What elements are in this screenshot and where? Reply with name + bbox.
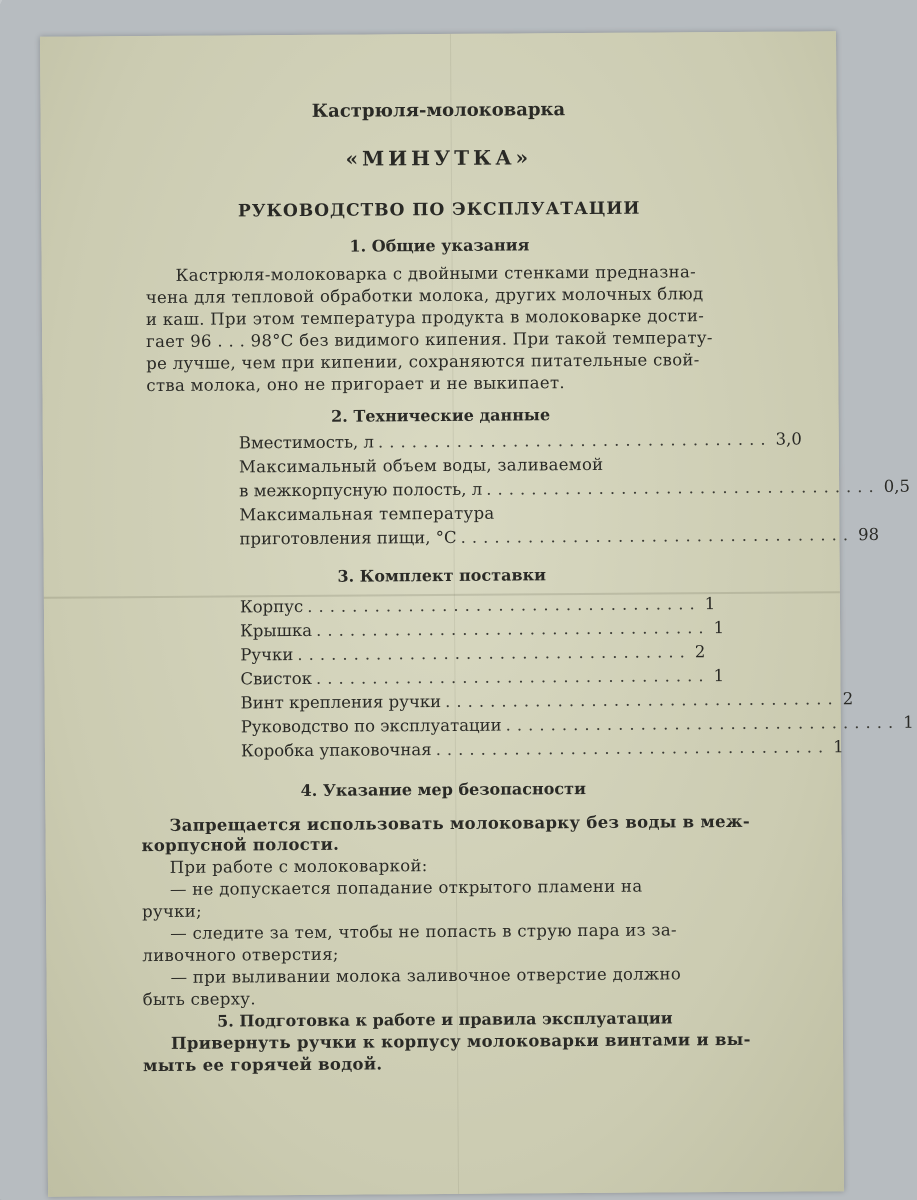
kit-row-value: 1 [903,712,914,732]
kit-row-value: 2 [694,642,706,662]
leader-dots: ................................... [316,618,710,640]
section4-line: — при выливании молока заливочное отверстие должно [170,964,682,987]
manual-title: РУКОВОДСТВО ПО ЭКСПЛУАТАЦИИ [237,198,641,222]
leader-dots: ................................... [505,712,900,735]
kit-row-value: 1 [713,666,725,686]
section4-line: — следите за тем, чтобы не попасть в струю пара из за- [170,920,677,943]
kit-row-name: Корпус [239,596,304,617]
kit-row-value: 1 [704,594,716,614]
section4-line: ручки; [142,901,202,922]
kit-row-name: Ручки [240,645,294,665]
kit-row-value: 1 [713,618,725,638]
kit-row [240,642,706,665]
leader-dots: ................................... [486,476,880,499]
tech-row-value: 3,0 [775,429,802,449]
kit-row [240,689,854,713]
section4-line: При работе с молоковаркой: [169,856,428,877]
kit-row [240,666,725,689]
kit-row-name: Коробка упаковочная [240,740,432,761]
tech-row-name: Максимальная температура [239,503,495,525]
tech-row [239,524,880,549]
instruction-sheet [40,31,914,1197]
tech-row-value: 98 [858,524,880,545]
section4-title: 4. Указание мер безопасности [300,778,586,800]
section1-title: 1. Общие указания [349,235,530,256]
section1-line: ре лучше, чем при кипении, сохраняются питательные свой- [146,350,700,374]
kit-row [239,594,716,617]
tech-row [239,476,911,501]
section2-title: 2. Технические данные [331,405,551,426]
tech-row-name: приготовления пищи, °С [239,527,457,549]
leader-dots: ................................... [297,642,691,665]
leader-dots: ................................... [460,525,855,547]
section3-title: 3. Комплект поставки [337,565,547,586]
section4-line: корпусной полости. [141,834,340,856]
section1-line: ства молока, оно не пригорает и не выкипает. [146,373,565,396]
kit-row-value: 1 [833,737,844,757]
section5-line: Привернуть ручки к корпусу молоковарки винтами и вы- [170,1029,751,1053]
leader-dots: ................................... [377,429,772,452]
tech-row [238,429,802,453]
leader-dots: ................................... [307,594,701,616]
product-name: «МИНУТКА» [345,145,533,171]
tech-row-name: в межкорпусную полость, л [239,479,483,501]
section1-line: чена для тепловой обработки молока, других молочных блюд [145,284,704,308]
kit-row [240,618,725,641]
section5-line: мыть ее горячей водой. [143,1054,383,1076]
product-type: Кастрюля-молоковарка [311,99,566,122]
section4-line: ливочного отверстия; [142,944,339,966]
section1-line: Кастрюля-молоковарка с двойными стенками предназна- [175,262,697,285]
leader-dots: ................................... [445,689,839,711]
kit-row-value: 2 [842,689,854,709]
section5-title: 5. Подготовка к работе и правила эксплуатации [217,1008,673,1031]
section4-line: быть сверху. [142,989,256,1010]
tech-row-value: 0,5 [883,476,911,496]
leader-dots: ................................... [315,666,710,688]
kit-row-name: Крышка [240,620,313,641]
leader-dots: ................................... [435,737,830,760]
kit-row-name: Винт крепления ручки [240,692,442,713]
section1-line: и каш. При этом температура продукта в молоковарке дости- [145,306,705,330]
section1-line: гает 96 . . . 98°С без видимого кипения. При такой температу- [146,328,713,352]
section4-line: Запрещается использовать молоковарку без воды в меж- [169,811,751,835]
kit-row-name: Руководство по эксплуатации [240,715,502,737]
kit-row [240,712,914,737]
kit-row-name: Свисток [240,668,313,689]
section4-line: — не допускается попадание открытого пламени на [169,876,643,899]
tech-row-name: Максимальный объем воды, заливаемой [238,454,604,477]
kit-row [240,737,844,761]
tech-row-name: Вместимость, л [238,432,375,453]
